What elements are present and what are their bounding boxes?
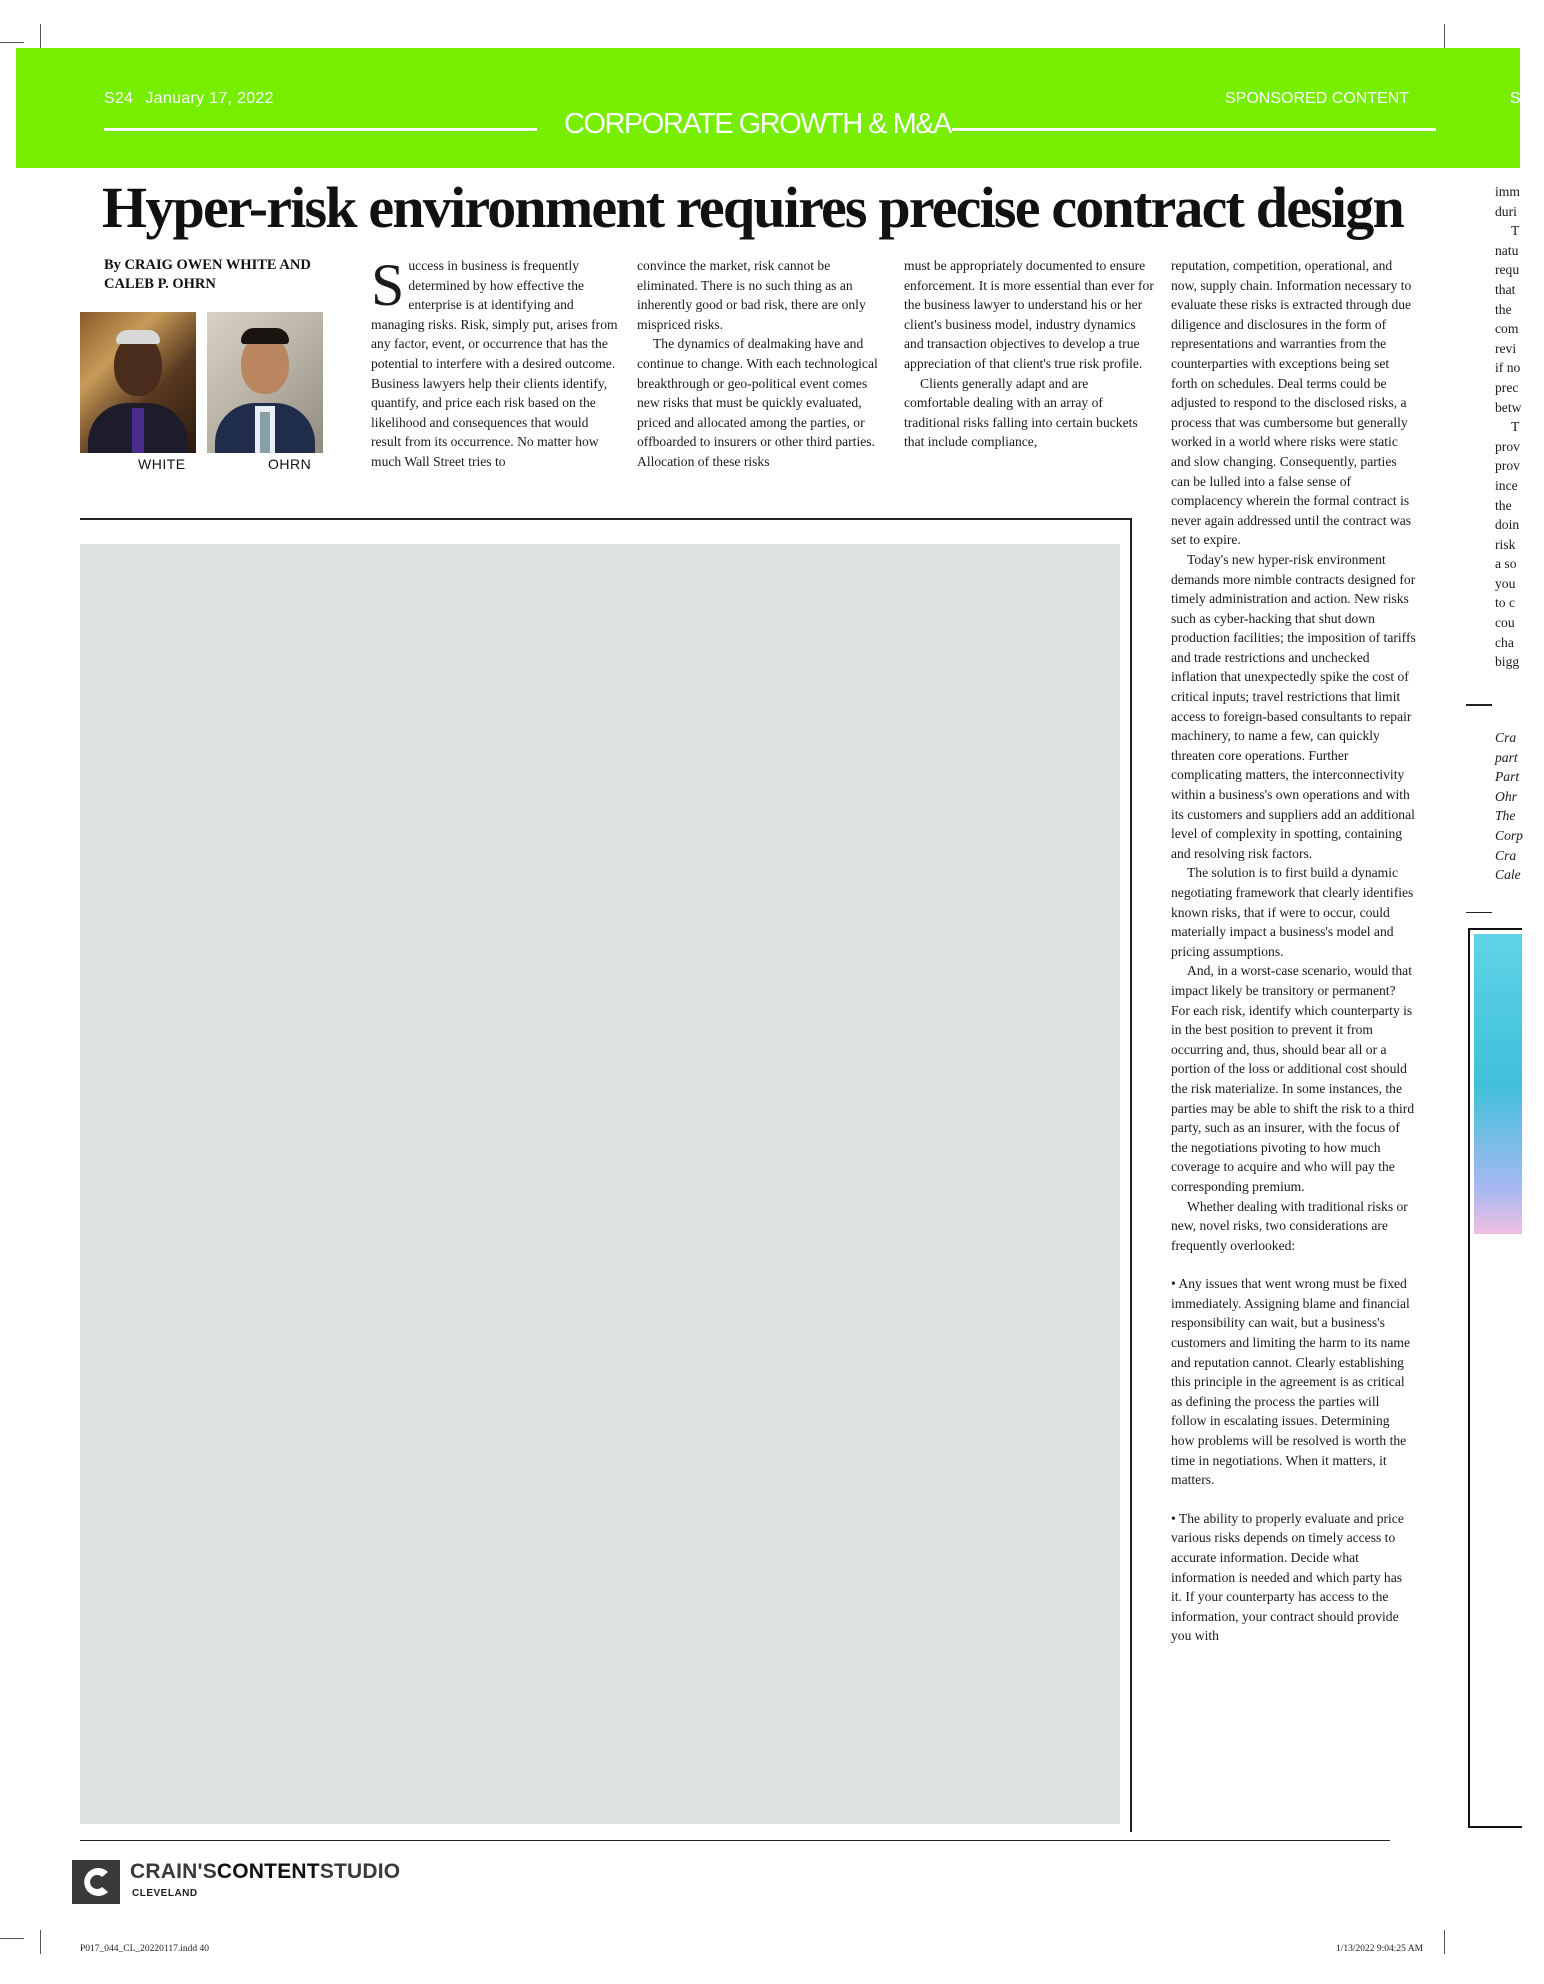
fragment-line: natu <box>1495 242 1519 258</box>
byline <box>104 256 334 294</box>
fragment-line: doin <box>1495 517 1520 533</box>
sponsored-label-next-page: SPO <box>1510 90 1544 107</box>
bullet-paragraph: • The ability to properly evaluate and price various risks depends on timely access to accurate information. Decide what information is needed and which party has it. If your counterparty has access to the information, your contract should provide you with <box>1171 1510 1404 1644</box>
paragraph: And, in a worst-case scenario, would that impact likely be transitory or permanent? For each risk, identify which counterparty is in the best position to prevent it from occurring and, thus, should bear all or a portion of the loss or additional cost should the risk materialize. In some instances, the parties may be able to shift the risk to a third party, such as an insurer, with the focus of the negotiations pivoting to how much coverage to acquire and who will pay the corresponding premium. <box>1171 963 1415 1194</box>
paragraph: convince the market, risk cannot be eliminated. There is no such thing as an inherently good or bad risk, there are only mispriced risks. <box>637 258 866 332</box>
ad-frame-top-rule <box>80 518 1132 520</box>
fragment-line: to c <box>1495 595 1516 611</box>
hair-shape <box>116 330 160 344</box>
fragment-line: The <box>1495 808 1516 824</box>
paragraph: Whether dealing with traditional risks or new, novel risks, two considerations are frequently overlooked: <box>1171 1198 1408 1253</box>
article-column-2 <box>637 256 887 472</box>
bullet-paragraph: • Any issues that went wrong must be fixed immediately. Assigning blame and financial responsibility can wait, but a business's customers and limiting the harm to its name and reputation cannot. Clearly establishing this principle in the agreement is as critical as defining the process the parties will follow in escalating issues. Determining how problems will be resolved is worth the time in negotiations. When it matters, it matters. <box>1171 1276 1410 1488</box>
fragment-line: prov <box>1495 438 1520 454</box>
fragment-line: prec <box>1495 379 1519 395</box>
byline-line-2: CALEB P. OHRN <box>104 276 216 292</box>
footer-rule <box>80 1840 1390 1841</box>
fragment-line: cou <box>1495 615 1515 631</box>
crop-mark <box>0 1938 24 1939</box>
next-page-ad-fragment <box>1468 928 1522 1828</box>
fragment-line: a so <box>1495 556 1517 572</box>
crop-mark <box>1444 24 1445 48</box>
brand-studio: STUDIO <box>319 1860 401 1883</box>
fragment-line: revi <box>1495 340 1517 356</box>
fragment-line: ince <box>1495 477 1518 493</box>
fragment-line: the <box>1495 497 1512 513</box>
byline-line-1: By CRAIG OWEN WHITE AND <box>104 257 311 273</box>
author-photo-ohrn <box>207 312 323 453</box>
issue-date: January 17, 2022 <box>145 90 274 107</box>
paragraph: must be appropriately documented to ensure enforcement. It is more essential than ever for the business lawyer to understand his or her client's business model, industry dynamics and transaction objectives to develop a true appreciation of that client's true risk profile. <box>904 258 1154 371</box>
headline: Hyper-risk environment requires precise contract design <box>102 175 1403 240</box>
ad-frame-right-rule <box>1130 518 1132 1832</box>
section-header-band <box>16 48 1544 168</box>
paragraph: The dynamics of dealmaking have and continue to change. With each technological breakthrough or geo-political event comes new risks that must be quickly evaluated, priced and allocated among the parties, or offboarded to insurers or other third parties. Allocation of these risks <box>637 336 878 469</box>
fragment-line: T <box>1511 419 1520 435</box>
fragment-line: betw <box>1495 399 1522 415</box>
article-column-1 <box>371 252 618 472</box>
fragment-line: you <box>1495 575 1516 591</box>
ad-image-fragment <box>1474 934 1522 1234</box>
fragment-line: Cra <box>1495 730 1517 745</box>
fragment-line: T <box>1511 223 1520 239</box>
fragment-line: Ohr <box>1495 788 1517 804</box>
header-rule-right <box>952 128 1436 131</box>
next-page-rule <box>1466 704 1492 706</box>
crains-content-studio-logo-icon <box>72 1860 120 1904</box>
paragraph <box>371 252 618 472</box>
paragraph-text: uccess in business is frequently determined by how effective the enterprise is at identifying and managing risks. Risk, simply put, arises from any factor, event, or occurrence that has the potential to interfere with a desired outcome. Business lawyers help their clients identify, quantify, and price each risk based on the likelihood and consequences that would result from its occurrence. No matter how much Wall Street tries to <box>371 258 618 469</box>
author-photo-white <box>80 312 196 453</box>
crop-mark <box>1444 1930 1445 1954</box>
fragment-line: the <box>1495 301 1512 317</box>
brand-crains: CRAIN'S <box>130 1860 217 1883</box>
fragment-line: if no <box>1495 360 1521 376</box>
file-slug: P017_044_CL_20220117.indd 40 <box>80 1944 209 1954</box>
fragment-line: part <box>1495 749 1518 765</box>
sponsored-label: SPONSORED CONTENT <box>1225 90 1410 107</box>
ad-placeholder <box>80 544 1120 1824</box>
drop-cap: S <box>371 252 405 318</box>
section-title: CORPORATE GROWTH & M&A <box>564 108 951 140</box>
fragment-line: Cra <box>1495 847 1517 863</box>
next-page-bio-fragment <box>1495 728 1523 885</box>
paragraph: The solution is to first build a dynamic negotiating framework that clearly identifies known risks, that if were to occur, could materially impact a business's model and pricing assumptions. <box>1171 865 1414 959</box>
brand-city: CLEVELAND <box>132 1888 198 1899</box>
crop-mark <box>0 42 24 43</box>
fragment-line: requ <box>1495 262 1520 278</box>
crop-mark <box>40 1930 41 1954</box>
fragment-line: risk <box>1495 536 1516 552</box>
brand-logo-text <box>130 1860 400 1884</box>
paragraph: Clients generally adapt and are comfortable dealing with an array of traditional risks falling into certain buckets that include compliance, <box>904 375 1138 450</box>
fragment-line: cha <box>1495 634 1514 650</box>
crop-mark <box>40 24 41 48</box>
fragment-line: imm <box>1495 184 1520 199</box>
header-rule-left <box>104 128 537 131</box>
next-page-column-fragment <box>1495 182 1520 672</box>
page-number: S24 <box>104 90 134 107</box>
brand-content: CONTENT <box>216 1860 320 1883</box>
fragment-line: prov <box>1495 458 1520 474</box>
photo-caption-ohrn: OHRN <box>268 456 312 472</box>
fragment-line: com <box>1495 321 1519 337</box>
fragment-line: duri <box>1495 203 1517 219</box>
fragment-line: that <box>1495 281 1516 297</box>
page-folio <box>104 90 286 108</box>
fragment-line: bigg <box>1495 654 1520 670</box>
fragment-line: Cale <box>1495 867 1521 883</box>
paragraph: reputation, competition, operational, and now, supply chain. Information necessary to evaluate these risks is extracted through due diligence and disclosures in the form of representations and warranties from the counterparties with exceptions being set forth on schedules. Deal terms could be adjusted to respond to the disclosed risks, a process that was cumbersome but generally worked in a world where risks were static and slow changing. Consequently, parties can be lulled into a false sense of complacency wherein the formal contract is never again addressed until the contract was set to expire. <box>1171 258 1412 548</box>
next-page-rule <box>1466 912 1492 913</box>
fragment-line: Corp <box>1495 827 1523 843</box>
article-column-3 <box>904 256 1154 452</box>
paragraph: Today's new hyper-risk environment demands more nimble contracts designed for timely administration and action. New risks such as cyber-hacking that shut down production facilities; the imposition of tariffs and trade restrictions and unchecked inflation that unexpectedly spike the cost of critical inputs; travel restrictions that limit access to foreign-based consultants to repair machinery, to name a few, can quickly threaten core operations. Further complicating matters, the interconnectivity within a business's own operations and with its customers and suppliers add an additional level of complexity in spotting, containing and resolving risk factors. <box>1171 551 1416 861</box>
tie-shape <box>260 412 270 453</box>
fragment-line: Part <box>1495 769 1520 785</box>
photo-caption-white: WHITE <box>138 456 186 472</box>
article-column-4 <box>1171 256 1416 1646</box>
crop-mark <box>16 24 17 48</box>
tie-shape <box>132 408 144 453</box>
hair-shape <box>241 328 289 344</box>
print-timestamp: 1/13/2022 9:04:25 AM <box>1336 1944 1424 1954</box>
